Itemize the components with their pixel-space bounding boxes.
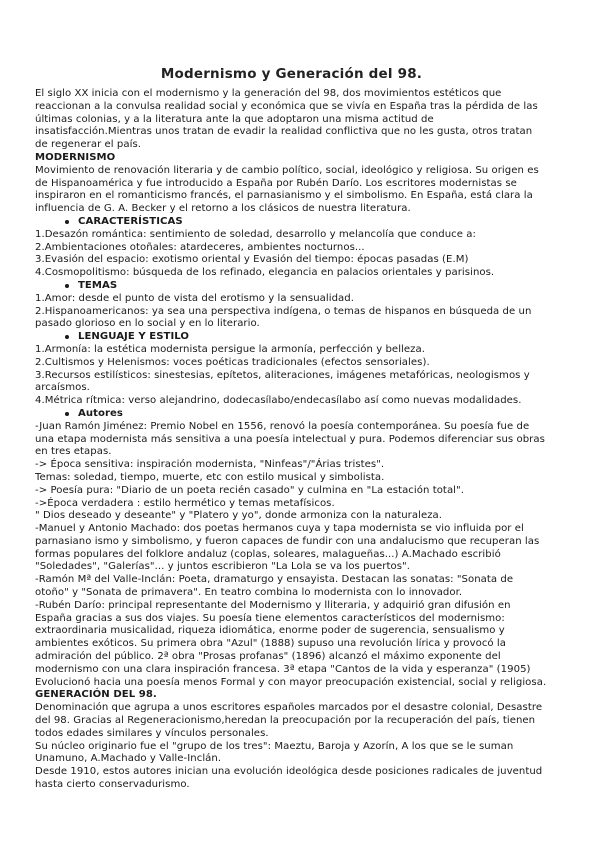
- author-paragraph: " Dios deseado y deseante" y "Platero y yo", donde armoniza con la naturaleza.: [35, 510, 443, 522]
- list-item: 1.Desazón romántica: sentimiento de soledad, desarrollo y melancolía que conduce a:: [35, 228, 476, 240]
- author-paragraph: -> Época sensitiva: inspiración modernista, "Ninfeas"/"Árias tristes".: [35, 459, 385, 471]
- list-item: 4.Cosmopolitismo: búsqueda de los refinado, elegancia en palacios orientales y parisinos.: [35, 267, 495, 279]
- lenguaje-heading: [35, 331, 548, 344]
- author-paragraph: -Manuel y Antonio Machado: dos poetas hermanos cuya y tapa modernista se vio influida por el parnasiano ismo y simbolismo, y fueron capaces de fundir con una andalucismo que recuperan las formas populares del folklore andaluz (coplas, soleares, malagueñas...) A.Machado escribió "Soledades", "Galerías"... y juntos escribieron "La Lola se va los puertos".: [35, 523, 540, 573]
- lenguaje-heading-label: LENGUAJE Y ESTILO: [78, 331, 190, 343]
- generacion-paragraph: Su núcleo originario fue el "grupo de los tres": Maeztu, Baroja y Azorín, A los que se le suman Unamuno, A.Machado y Valle-Inclán.: [35, 740, 514, 765]
- page-title: Modernismo y Generación del 98.: [160, 66, 423, 82]
- list-item: 2.Hispanoamericanos: ya sea una perspectiva indígena, o temas de hispanos en búsqueda de un pasado glorioso en lo social y en lo literario.: [35, 305, 532, 330]
- caracteristicas-heading: [35, 216, 548, 229]
- list-item: 3.Recursos estilísticos: sinestesias, epítetos, aliteraciones, imágenes metafóricas, neologismos y arcaísmos.: [35, 369, 530, 394]
- list-item: 1.Amor: desde el punto de vista del erotismo y la sensualidad.: [35, 292, 354, 304]
- author-paragraph: ->Época verdadera : estilo hermético y temas metafísicos.: [35, 497, 335, 509]
- list-item: 1.Armonía: la estética modernista persigue la armonía, perfección y belleza.: [35, 343, 426, 355]
- list-item: 2.Cultismos y Helenismos: voces poéticas tradicionales (efectos sensoriales).: [35, 356, 430, 368]
- temas-heading: [35, 280, 548, 293]
- document-body: [35, 88, 548, 792]
- list-item: 3.Evasión del espacio: exotismo oriental y Evasión del tiempo: épocas pasadas (E.M): [35, 254, 469, 266]
- generacion-paragraph: Denominación que agrupa a unos escritores españoles marcados por el desastre colonial, Desastre del 98. Gracias al Regeneracionismo,heredan la preocupación por la recuperación del país, tienen todos edades similares y vínculos personales.: [35, 702, 543, 739]
- author-paragraph: -Ramón Mª del Valle-Inclán: Poeta, dramaturgo y ensayista. Destacan las sonatas: "Sonata de otoño" y "Sonata de primavera". En teatro combina lo modernista con lo innovador.: [35, 574, 514, 599]
- temas-heading-label: TEMAS: [78, 279, 118, 291]
- generacion-heading: GENERACIÓN DEL 98.: [35, 689, 157, 701]
- author-paragraph: Temas: soledad, tiempo, muerte, etc con estilo musical y simbolista.: [35, 471, 385, 483]
- modernismo-description: Movimiento de renovación literaria y de cambio político, social, ideológico y religiosa. Su origen es de Hispanoamérica y fue introducido a España por Rubén Darío. Los escritores modernistas se inspiraron en el romanticismo francés, el parnasianismo y el simbolismo. En España, está clara la influencia de G. A. Becker y el retorno a los clásicos de nuestra literatura.: [35, 164, 539, 215]
- intro-paragraph: El siglo XX inicia con el modernismo y la generación del 98, dos movimientos estéticos que reaccionan a la convulsa realidad social y económica que se vivía en España tras la pérdida de las últimas colonias, y a la literatura ante la que adoptaron una misma actitud de insatisfacción.Mientras unos tratan de evadir la realidad conflictiva que no les gusta, otros tratan de regenerar el país.: [35, 88, 538, 151]
- autores-heading: [35, 408, 548, 421]
- author-paragraph: -Juan Ramón Jiménez: Premio Nobel en 1556, renovó la poesía contemporánea. Su poesía fue de una etapa modernista más sensitiva a una poesía intelectual y pura. Podemos diferenciar sus obras en tres etapas.: [35, 420, 545, 458]
- caracteristicas-heading-label: CARACTERÍSTICAS: [78, 215, 183, 227]
- author-paragraph: -Rubén Darío: principal representante del Modernismo y lliteraria, y adquirió gran difusión en España gracias a sus dos viajes. Su poesía tiene elementos característicos del modernismo: extraordinaria musicalidad, riqueza idiomática, enorme poder de sugerencia, sensualismo y ambientes exóticos. Su primera obra "Azul" (1888) supuso una revolución lírica y provocó la admiración del público. 2ª obra "Prosas profanas" (1896) alcanzó el máximo exponente del modernismo con una clara inspiración francesa. 3ª etapa "Cantos de la vida y esperanza" (1905) Evolucionó hacia una poesía menos Formal y con mayor preocupación existencial, social y religiosa.: [35, 599, 547, 688]
- generacion-paragraph: Desde 1910, estos autores inician una evolución ideológica desde posiciones radicales de juventud hasta cierto conservadurismo.: [35, 766, 543, 791]
- author-paragraph: -> Poesía pura: "Diario de un poeta recién casado" y culmina en "La estación total".: [35, 484, 464, 496]
- autores-heading-label: Autores: [78, 407, 123, 419]
- list-item: 2.Ambientaciones otoñales: atardeceres, ambientes nocturnos...: [35, 241, 365, 253]
- list-item: 4.Métrica rítmica: verso alejandrino, dodecasílabo/endecasílabo así como nuevas modalidades.: [35, 395, 522, 407]
- modernismo-heading: MODERNISMO: [35, 151, 116, 163]
